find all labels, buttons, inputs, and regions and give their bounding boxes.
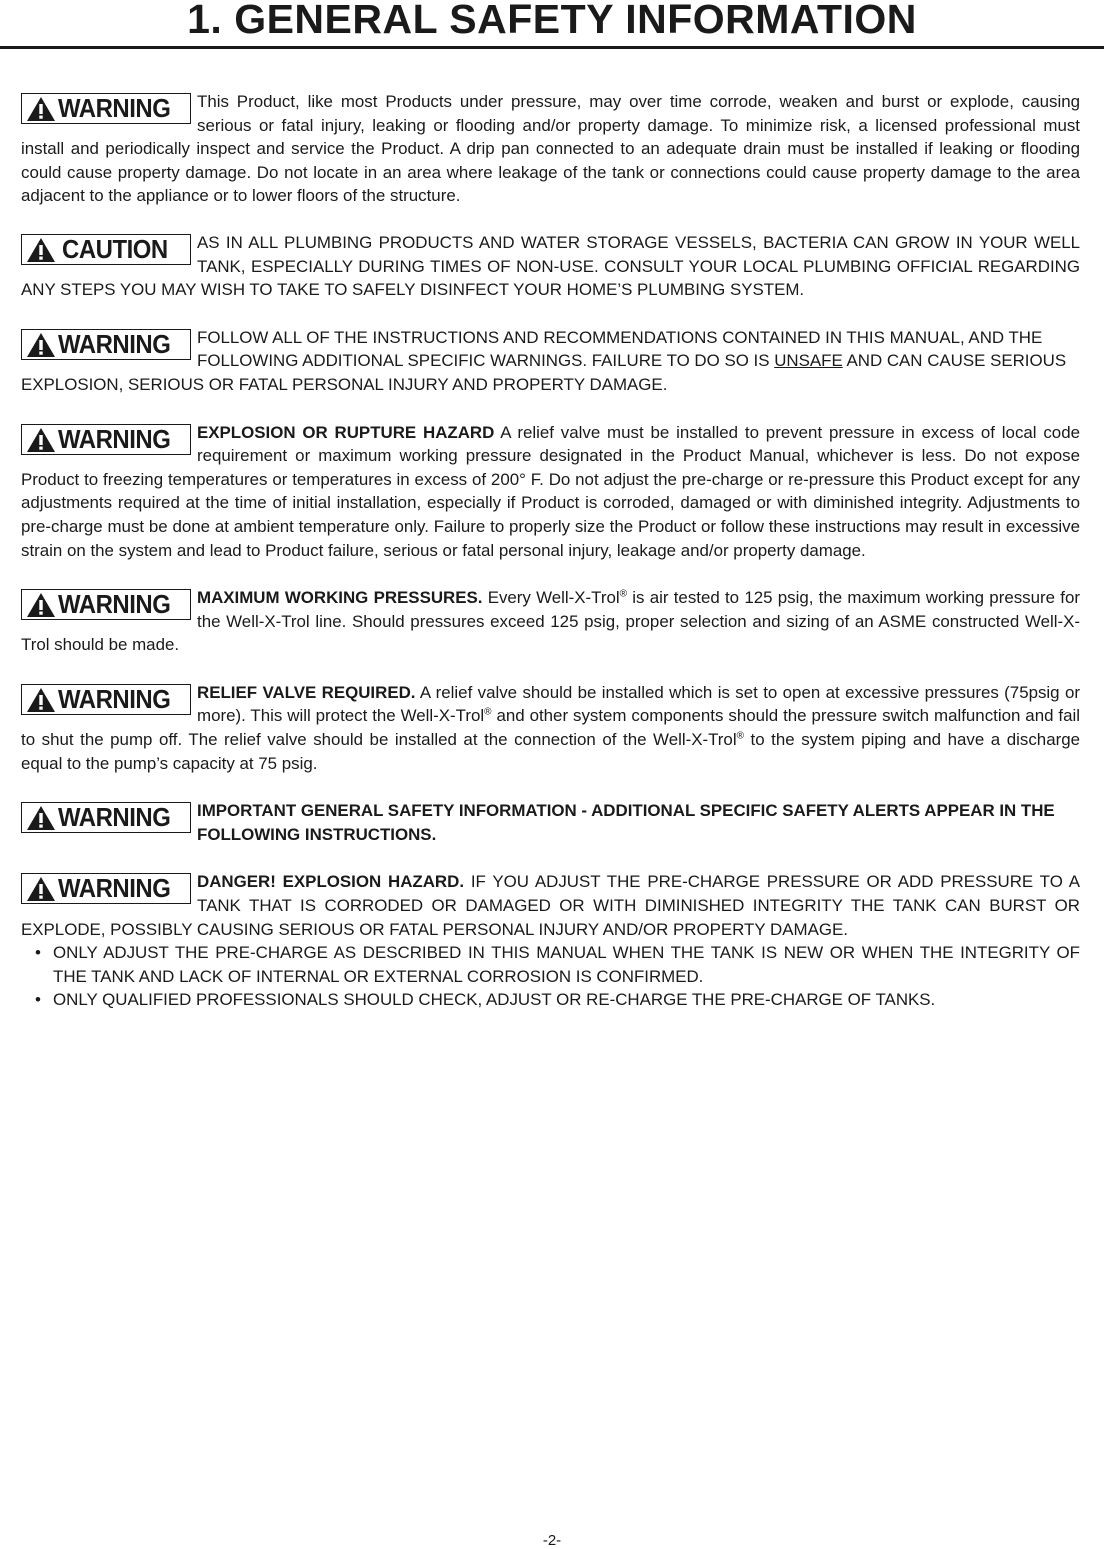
section-text-c: to the system piping and have a discharge equal to the pump’s capacity at 75 psig.	[21, 730, 1081, 773]
exclamation-triangle-icon	[26, 805, 56, 831]
safety-content	[21, 88, 1080, 1012]
warning-badge	[21, 684, 191, 715]
badge-label: CAUTION	[62, 233, 168, 264]
bullet-dot: •	[35, 943, 41, 963]
list-item-text: ONLY QUALIFIED PROFESSIONALS SHOULD CHECK, ADJUST OR RE-CHARGE THE PRE-CHARGE OF TANKS.	[53, 990, 936, 1010]
badge-label: WARNING	[58, 328, 171, 359]
exclamation-triangle-icon	[26, 237, 56, 263]
safety-section-8	[21, 870, 1080, 941]
badge-label: WARNING	[58, 589, 171, 620]
list-item	[35, 988, 1080, 1012]
page-title: 1. GENERAL SAFETY INFORMATION	[187, 0, 917, 42]
section-text: This Product, like most Products under pressure, may over time corrode, weaken and burst or explode, causing serious or fatal injury, leaking or flooding and/or property damage. To minimize risk, a licensed professional must install and periodically inspect and service the Product. A drip pan connected to an adequate drain must be installed if leaking or flooding could cause property damage. Do not locate in an area where leakage of the tank or connections could cause property damage to the area adjacent to the appliance or to lower floors of the structure.	[21, 92, 1080, 206]
section-lead: DANGER! EXPLOSION HAZARD.	[197, 872, 465, 892]
section-lead: EXPLOSION OR RUPTURE HAZARD	[197, 422, 495, 442]
section-lead: IMPORTANT GENERAL SAFETY INFORMATION - ADDITIONAL SPECIFIC SAFETY ALERTS APPEAR IN THE FOLLOWING INSTRUCTIONS.	[197, 801, 1055, 844]
title-rule	[0, 46, 1104, 49]
list-item-text: ONLY ADJUST THE PRE-CHARGE AS DESCRIBED IN THIS MANUAL WHEN THE TANK IS NEW OR WHEN THE INTEGRITY OF THE TANK AND LACK OF INTERNAL OR EXTERNAL CORROSION IS CONFIRMED.	[53, 943, 1080, 986]
exclamation-triangle-icon	[26, 96, 56, 122]
section-text: A relief valve must be installed to prevent pressure in excess of local code requirement or maximum working pressure designated in the Product Manual, whichever is less. Do not expose Product to freezing temperatures or temperatures in excess of 200° F. Do not adjust the pre-charge or re-pressure this Product except for any adjustments required at the time of initial installation, especially if Product is corroded, damaged or with diminished integrity. Adjustments to pre-charge must be done at ambient temperature only. Failure to properly size the Product or follow these instructions may result in excessive strain on the system and lead to Product failure, serious or fatal personal injury, leakage and/or property damage.	[21, 422, 1080, 560]
bullet-list	[21, 941, 1080, 1012]
section-lead: RELIEF VALVE REQUIRED.	[197, 682, 416, 702]
section-text-b: and other system components should the pressure switch malfunction and fail to shut the pump off. The relief valve should be installed at the connection of the Well-X-Trol	[21, 706, 1081, 750]
caution-badge	[21, 234, 191, 265]
unsafe-underlined: UNSAFE	[774, 351, 843, 371]
page-number: -2-	[542, 1532, 562, 1549]
section-lead: MAXIMUM WORKING PRESSURES.	[197, 588, 483, 608]
exclamation-triangle-icon	[26, 427, 56, 453]
section-text-a: Every Well-X-Trol	[482, 588, 620, 608]
section-text: IF YOU ADJUST THE PRE-CHARGE PRESSURE OR ADD PRESSURE TO A TANK THAT IS CORRODED OR DAMAGED OR WITH DIMINISHED INTEGRITY THE TANK CAN BURST OR EXPLODE, POSSIBLY CAUSING SERIOUS OR FATAL PERSONAL INJURY AND/OR PROPERTY DAMAGE.	[21, 872, 1080, 939]
registered-mark: ®	[619, 588, 628, 600]
badge-label: WARNING	[58, 423, 171, 454]
warning-badge	[21, 424, 191, 455]
badge-label: WARNING	[58, 93, 171, 123]
warning-badge	[21, 589, 191, 620]
list-item	[35, 941, 1080, 988]
safety-section-7	[21, 799, 1080, 846]
safety-section-2	[21, 231, 1080, 302]
warning-badge	[21, 93, 191, 124]
warning-badge	[21, 329, 191, 360]
exclamation-triangle-icon	[26, 332, 56, 358]
badge-label: WARNING	[58, 683, 171, 714]
section-text-b: AND CAN CAUSE SERIOUS EXPLOSION, SERIOUS OR FATAL PERSONAL INJURY AND PROPERTY DAMAGE.	[21, 351, 1067, 394]
section-text-a: FOLLOW ALL OF THE INSTRUCTIONS AND RECOMMENDATIONS CONTAINED IN THIS MANUAL, AND THE FOLLOWING ADDITIONAL SPECIFIC WARNINGS. FAILURE TO DO SO IS	[197, 327, 1043, 371]
safety-section-6	[21, 681, 1080, 775]
section-text-b: is air tested to 125 psig, the maximum working pressure for the Well-X-Trol line. Should pressures exceed 125 psig, proper selection and sizing of an ASME constructed Well-X-Trol should be made.	[21, 588, 1080, 655]
safety-section-5	[21, 586, 1080, 657]
warning-badge	[21, 802, 191, 833]
safety-section-3	[21, 326, 1080, 397]
exclamation-triangle-icon	[26, 592, 56, 618]
safety-section-4	[21, 421, 1080, 563]
registered-mark: ®	[736, 730, 744, 742]
badge-label: WARNING	[58, 802, 171, 833]
registered-mark: ®	[484, 706, 492, 718]
exclamation-triangle-icon	[26, 876, 56, 902]
section-text: AS IN ALL PLUMBING PRODUCTS AND WATER STORAGE VESSELS, BACTERIA CAN GROW IN YOUR WELL TANK, ESPECIALLY DURING TIMES OF NON-USE. CONSULT YOUR LOCAL PLUMBING OFFICIAL REGARDING ANY STEPS YOU MAY WISH TO TAKE TO SAFELY DISINFECT YOUR HOME’S PLUMBING SYSTEM.	[21, 232, 1080, 300]
badge-label: WARNING	[58, 873, 171, 904]
section-text-a: A relief valve should be installed which is set to open at excessive pressures (75psig or more). This will protect the Well-X-Trol	[197, 682, 1080, 726]
bullet-dot: •	[35, 990, 41, 1010]
warning-badge	[21, 873, 191, 904]
safety-section-1	[21, 90, 1080, 208]
exclamation-triangle-icon	[26, 687, 56, 713]
